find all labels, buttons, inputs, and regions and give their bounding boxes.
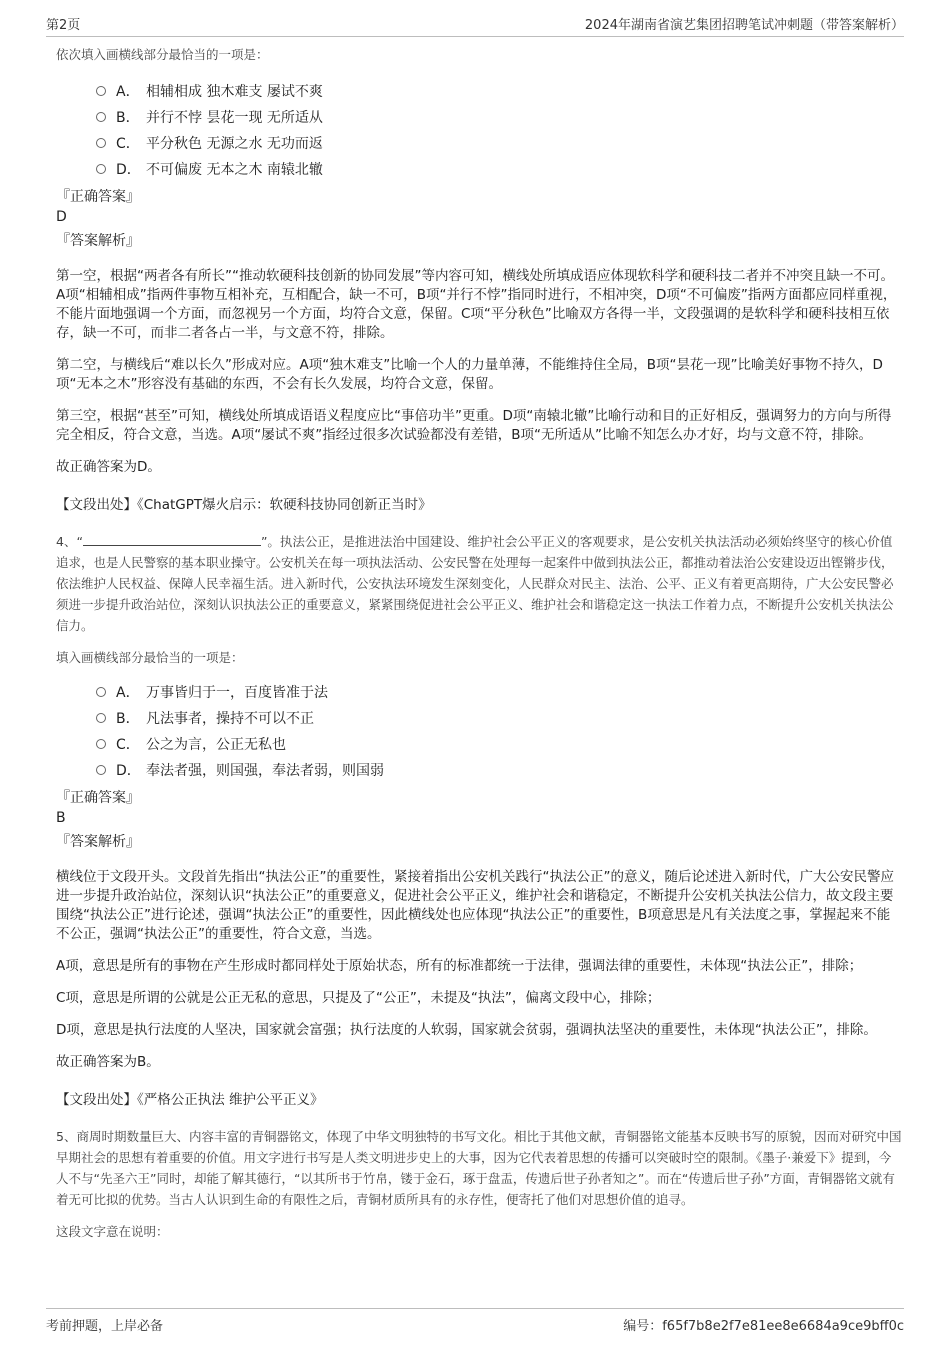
question-number: 4、“	[56, 534, 83, 549]
analysis	[56, 868, 902, 1072]
analysis-paragraph: 故正确答案为D。	[56, 459, 161, 475]
fill-blank	[83, 533, 261, 546]
option-letter: B．	[116, 711, 140, 727]
option-c[interactable]	[96, 131, 902, 157]
analysis-paragraph: C项，意思是所谓的公就是公正无私的意思，只提及了“公正”，未提及“执法”，偏离文段中心，排除；	[56, 990, 661, 1006]
option-text: 公之为言，公正无私也	[146, 737, 286, 753]
option-list	[56, 680, 902, 784]
source-citation: 【文段出处】《严格公正执法 维护公平正义》	[56, 1092, 324, 1108]
page-header	[46, 14, 904, 37]
radio-button[interactable]	[96, 164, 106, 174]
radio-button[interactable]	[96, 713, 106, 723]
radio-button[interactable]	[96, 739, 106, 749]
question-text: 5、商周时期数量巨大、内容丰富的青铜器铭文，体现了中华文明独特的书写文化。相比于其他文献，青铜器铭文能基本反映书写的原貌，因而对研究中国早期社会的思想有着重要的价值。用文字进行书写是人类文明进步史上的大事，因为它代表着思想的传播可以突破时空的限制。《墨子·兼爱下》提到，今人不与“先圣六王”同时，却能了解其德行，“以其所书于竹帛，镂于金石，琢于盘盂，传遗后世子孙者知之”。而在“传遗后世子孙”方面，青铜器铭文就有着无可比拟的优势。当古人认识到生命的有限性之后，青铜材质所具有的永存性，便寄托了他们对思想价值的追寻。	[56, 1129, 902, 1207]
option-text: 不可偏废 无本之木 南辕北辙	[146, 162, 323, 178]
question-3	[56, 44, 902, 513]
question-5	[56, 1126, 902, 1240]
analysis	[56, 267, 902, 477]
option-letter: A．	[116, 84, 140, 100]
radio-button[interactable]	[96, 765, 106, 775]
answer-label: 『正确答案』	[56, 790, 140, 806]
option-a[interactable]	[96, 680, 902, 706]
analysis-paragraph: 横线位于文段开头。文段首先指出“执法公正”的重要性，紧接着指出公安机关践行“执法公正”的意义，随后论述进入新时代，广大公安民警应进一步提升政治站位，深刻认识“执法公正”的重要意义，促进社会公平正义，维护社会和谐稳定，不断提升公安机关执法公信力，故文段主要围绕“执法公正”进行论述，强调“执法公正”的重要性，因此横线处也应体现“执法公正”的重要性，B项意思是凡有关法度之事，掌握起来不能不公正，强调“执法公正”的重要性，符合文意，当选。	[56, 869, 894, 942]
answer-value: D	[56, 209, 67, 225]
analysis-label: 『答案解析』	[56, 834, 140, 850]
option-letter: C．	[116, 737, 140, 753]
page-number: 第2页	[46, 18, 81, 33]
document-title: 2024年湖南省演艺集团招聘笔试冲刺题（带答案解析）	[584, 18, 904, 33]
option-b[interactable]	[96, 706, 902, 732]
footer-slogan: 考前押题，上岸必备	[46, 1319, 164, 1334]
question-4	[56, 531, 902, 1108]
option-letter: B．	[116, 110, 140, 126]
analysis-paragraph: A项，意思是所有的事物在产生形成时都同样处于原始状态，所有的标准都统一于法律，强调法律的重要性，未体现“执法公正”，排除；	[56, 958, 863, 974]
radio-button[interactable]	[96, 86, 106, 96]
option-letter: D．	[116, 162, 141, 178]
option-letter: A．	[116, 685, 140, 701]
analysis-paragraph: 第三空，根据“甚至”可知，横线处所填成语语义程度应比“事倍功半”更重。D项“南辕北辙”比喻行动和目的正好相反，强调努力的方向与所得完全相反，符合文意，当选。A项“屡试不爽”指经过很多次试验都没有差错，B项“无所适从”比喻不知怎么办才好，均与文意不符，排除。	[56, 408, 892, 443]
analysis-paragraph: 故正确答案为B。	[56, 1054, 160, 1070]
option-list	[56, 79, 902, 183]
option-text: 万事皆归于一，百度皆准于法	[146, 685, 328, 701]
radio-button[interactable]	[96, 112, 106, 122]
document-body	[56, 44, 902, 1240]
analysis-paragraph: 第一空，根据“两者各有所长”“推动软硬科技创新的协同发展”等内容可知，横线处所填成语应体现软科学和硬科技二者并不冲突且缺一不可。A项“相辅相成”指两件事物互相补充，互相配合，缺一不可，B项“并行不悖”指同时进行，不相冲突，D项“不可偏废”指两方面都应同样重视，不能片面地强调一个方面，而忽视另一个方面，均符合文意，保留。C项“平分秋色”比喻双方各得一半，文段强调的是软科学和硬科技相互依存，缺一不可，而非二者各占一半，与文意不符，排除。	[56, 268, 897, 341]
option-text: 平分秋色 无源之水 无功而返	[146, 136, 323, 152]
option-d[interactable]	[96, 758, 902, 784]
radio-button[interactable]	[96, 687, 106, 697]
option-text: 相辅相成 独木难支 屡试不爽	[146, 84, 323, 100]
question-prompt: 填入画横线部分最恰当的一项是：	[56, 650, 244, 665]
answer-label: 『正确答案』	[56, 189, 140, 205]
document-id: 编号：f65f7b8e2f7e81ee8e6684a9ce9bff0c	[623, 1319, 904, 1334]
analysis-paragraph: 第二空，与横线后“难以长久”形成对应。A项“独木难支”比喻一个人的力量单薄，不能维持住全局，B项“昙花一现”比喻美好事物不持久，D项“无本之木”形容没有基础的东西，不会有长久发展，均符合文意，保留。	[56, 357, 883, 392]
option-d[interactable]	[96, 157, 902, 183]
option-a[interactable]	[96, 79, 902, 105]
option-text: 奉法者强，则国强，奉法者弱，则国弱	[146, 763, 384, 779]
question-text	[56, 531, 902, 636]
option-b[interactable]	[96, 105, 902, 131]
question-prompt: 依次填入画横线部分最恰当的一项是：	[56, 47, 269, 62]
source-citation: 【文段出处】《ChatGPT爆火启示：软硬科技协同创新正当时》	[56, 497, 432, 513]
option-text: 凡法事者，操持不可以不正	[146, 711, 314, 727]
question-prompt: 这段文字意在说明：	[56, 1224, 169, 1239]
question-body: ”。执法公正，是推进法治中国建设、维护社会公平正义的客观要求，是公安机关执法活动必须始终坚守的核心价值追求，也是人民警察的基本职业操守。公安机关在每一项执法活动、公安民警在处理每一起案件中做到执法公正，都推动着法治公安建设迈出铿锵步伐，依法维护人民权益、保障人民幸福生活。进入新时代，公安执法环境发生深刻变化，人民群众对民主、法治、公平、正义有着更高期待，广大公安民警必须进一步提升政治站位，深刻认识执法公正的重要意义，紧紧围绕促进社会公平正义、维护社会和谐稳定这一执法工作着力点，不断提升公安机关执法公信力。	[56, 534, 894, 633]
option-letter: D．	[116, 763, 141, 779]
analysis-label: 『答案解析』	[56, 233, 140, 249]
analysis-paragraph: D项，意思是执行法度的人坚决，国家就会富强；执行法度的人软弱，国家就会贫弱，强调执法坚决的重要性，未体现“执法公正”，排除。	[56, 1022, 877, 1038]
radio-button[interactable]	[96, 138, 106, 148]
page-footer	[46, 1308, 904, 1333]
option-text: 并行不悖 昙花一现 无所适从	[146, 110, 323, 126]
answer-value: B	[56, 810, 66, 826]
option-letter: C．	[116, 136, 140, 152]
option-c[interactable]	[96, 732, 902, 758]
